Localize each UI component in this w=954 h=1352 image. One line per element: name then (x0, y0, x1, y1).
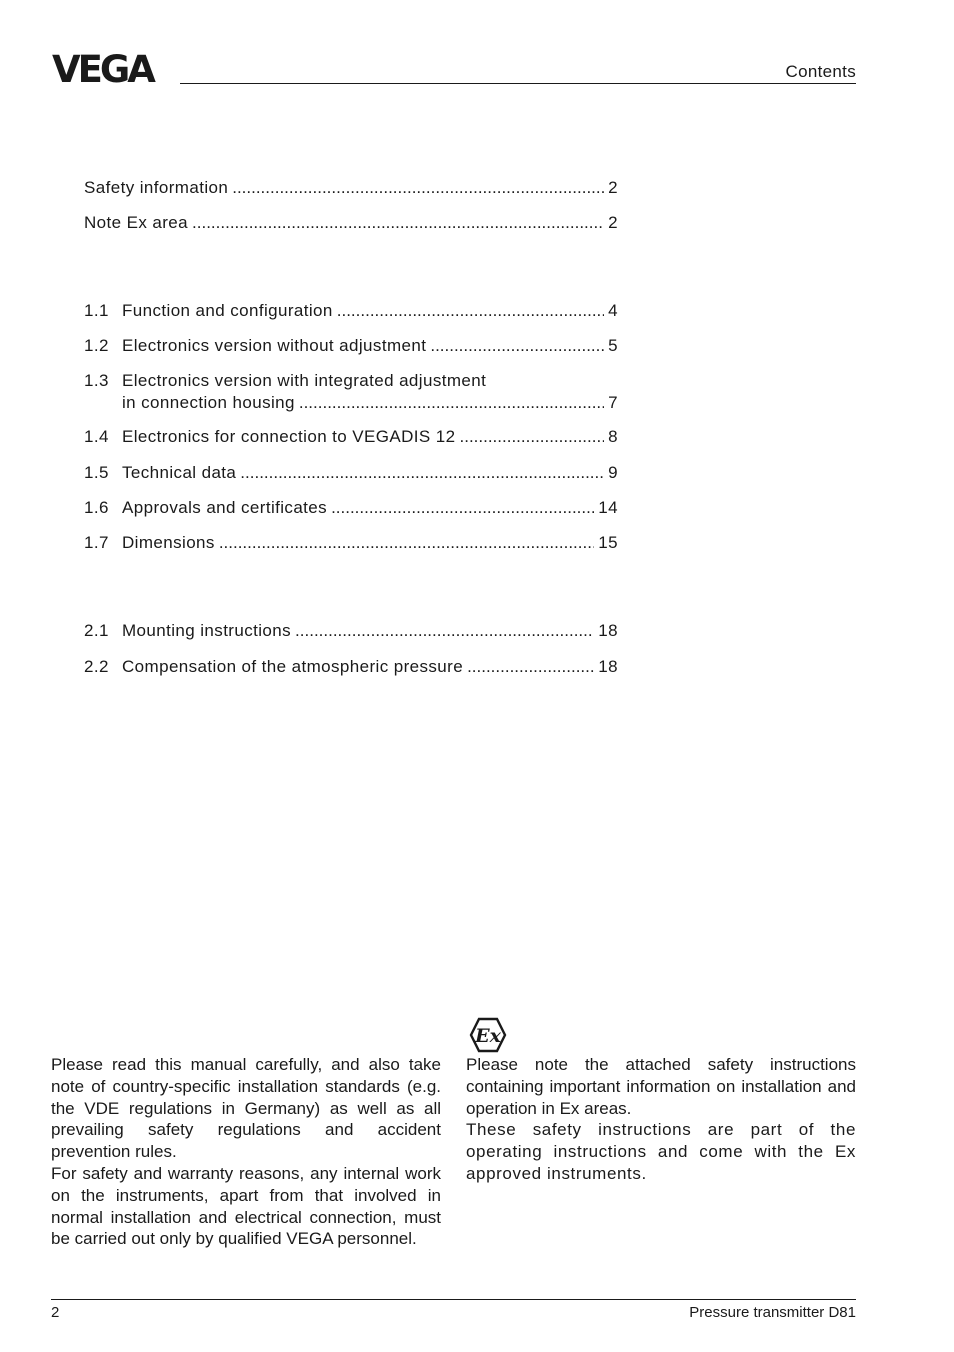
ex-symbol-text: Ex (475, 1025, 501, 1047)
toc-leader (467, 656, 594, 678)
toc-entry-title: Safety information (84, 178, 229, 197)
toc-entry-number: 1.5 (84, 463, 109, 482)
toc-entry-title: Technical data (122, 463, 237, 482)
toc-entry-note-ex-area[interactable] (84, 212, 618, 234)
ex-note-paragraph-1: Please note the attached safety instructions containing important information on installation and operation in Ex areas. (466, 1055, 856, 1118)
toc-entry-page: 2 (608, 213, 618, 232)
toc-entry-page: 18 (598, 657, 618, 676)
safety-paragraph-1: Please read this manual carefully, and also take note of country-specific installation standards (e.g. the VDE regulations in Germany) as well as all prevailing safety regulations and accident prevention rules. (51, 1055, 441, 1162)
toc-leader (331, 497, 594, 519)
toc-entry-1-4[interactable] (84, 426, 618, 448)
toc-entry-page: 2 (608, 178, 618, 197)
toc-entry-title: Electronics version without adjustment (122, 336, 427, 355)
toc-entry-number: 1.3 (84, 371, 109, 390)
toc-leader (299, 392, 604, 414)
toc-leader (295, 620, 594, 642)
toc-leader (219, 532, 594, 554)
ex-area-note-text (466, 1054, 856, 1185)
toc-entry-title: Function and configuration (122, 301, 333, 320)
toc-entry-number: 1.1 (84, 301, 109, 320)
toc-entry-title-continued: in connection housing (122, 393, 295, 412)
toc-entry-title: Dimensions (122, 533, 215, 552)
toc-entry-page: 5 (608, 336, 618, 355)
toc-entry-title: Electronics for connection to VEGADIS 12 (122, 427, 456, 446)
toc-entry-safety-information[interactable] (84, 177, 618, 199)
toc-leader (337, 300, 604, 322)
toc-entry-number: 1.7 (84, 533, 109, 552)
toc-entry-first-line (84, 370, 618, 392)
toc-entry-2-1[interactable] (84, 620, 618, 642)
toc-entry-title: Compensation of the atmospheric pressure (122, 657, 464, 676)
toc-entry-page: 14 (598, 498, 618, 517)
toc-entry-title: Approvals and certificates (122, 498, 328, 517)
toc-leader (430, 335, 604, 357)
footer-rule (51, 1299, 856, 1300)
toc-entry-title: Electronics version with integrated adjustment (122, 371, 487, 390)
toc-entry-number: 2.1 (84, 621, 109, 640)
toc-entry-1-3[interactable] (84, 370, 618, 414)
toc-group-section-1 (84, 300, 618, 554)
toc-entry-1-6[interactable] (84, 497, 618, 519)
toc-entry-page: 4 (608, 301, 618, 320)
header-rule (180, 83, 856, 84)
document-title: Pressure transmitter D81 (689, 1304, 856, 1321)
toc-group-section-2 (84, 620, 618, 678)
toc-leader (240, 462, 604, 484)
toc-entry-1-1[interactable] (84, 300, 618, 322)
toc-entry-page: 18 (598, 621, 618, 640)
vega-logo (52, 52, 172, 84)
toc-entry-title: Note Ex area (84, 213, 189, 232)
toc-group-intro (84, 177, 618, 234)
toc-leader (460, 426, 605, 448)
toc-entry-1-7[interactable] (84, 532, 618, 554)
toc-leader (192, 212, 604, 234)
toc-entry-title: Mounting instructions (122, 621, 292, 640)
toc-entry-number: 2.2 (84, 657, 109, 676)
page-section-title: Contents (785, 62, 856, 81)
toc-entry-page: 9 (608, 463, 618, 482)
toc-entry-1-5[interactable] (84, 462, 618, 484)
vega-logo-text: VEGA (52, 52, 153, 84)
toc-entry-page: 7 (608, 393, 618, 412)
safety-paragraph-2: For safety and warranty reasons, any internal work on the instruments, apart from that involved in normal installation and electrical connection, must be carried out only by qualified VEGA personnel. (51, 1163, 441, 1249)
toc-entry-page: 8 (608, 427, 618, 446)
toc-entry-2-2[interactable] (84, 656, 618, 678)
toc-entry-number: 1.4 (84, 427, 109, 446)
toc-entry-page: 15 (598, 533, 618, 552)
table-of-contents (84, 177, 618, 678)
toc-entry-1-2[interactable] (84, 335, 618, 357)
ex-symbol-icon (467, 1017, 509, 1053)
page-number: 2 (51, 1304, 60, 1321)
safety-information-text (51, 1054, 441, 1250)
toc-entry-number: 1.6 (84, 498, 109, 517)
toc-entry-second-line (84, 392, 618, 414)
ex-note-paragraph-2: These safety instructions are part of the operating instructions and come with the Ex approved instruments. (466, 1120, 856, 1183)
toc-entry-number: 1.2 (84, 336, 109, 355)
toc-leader (232, 177, 604, 199)
